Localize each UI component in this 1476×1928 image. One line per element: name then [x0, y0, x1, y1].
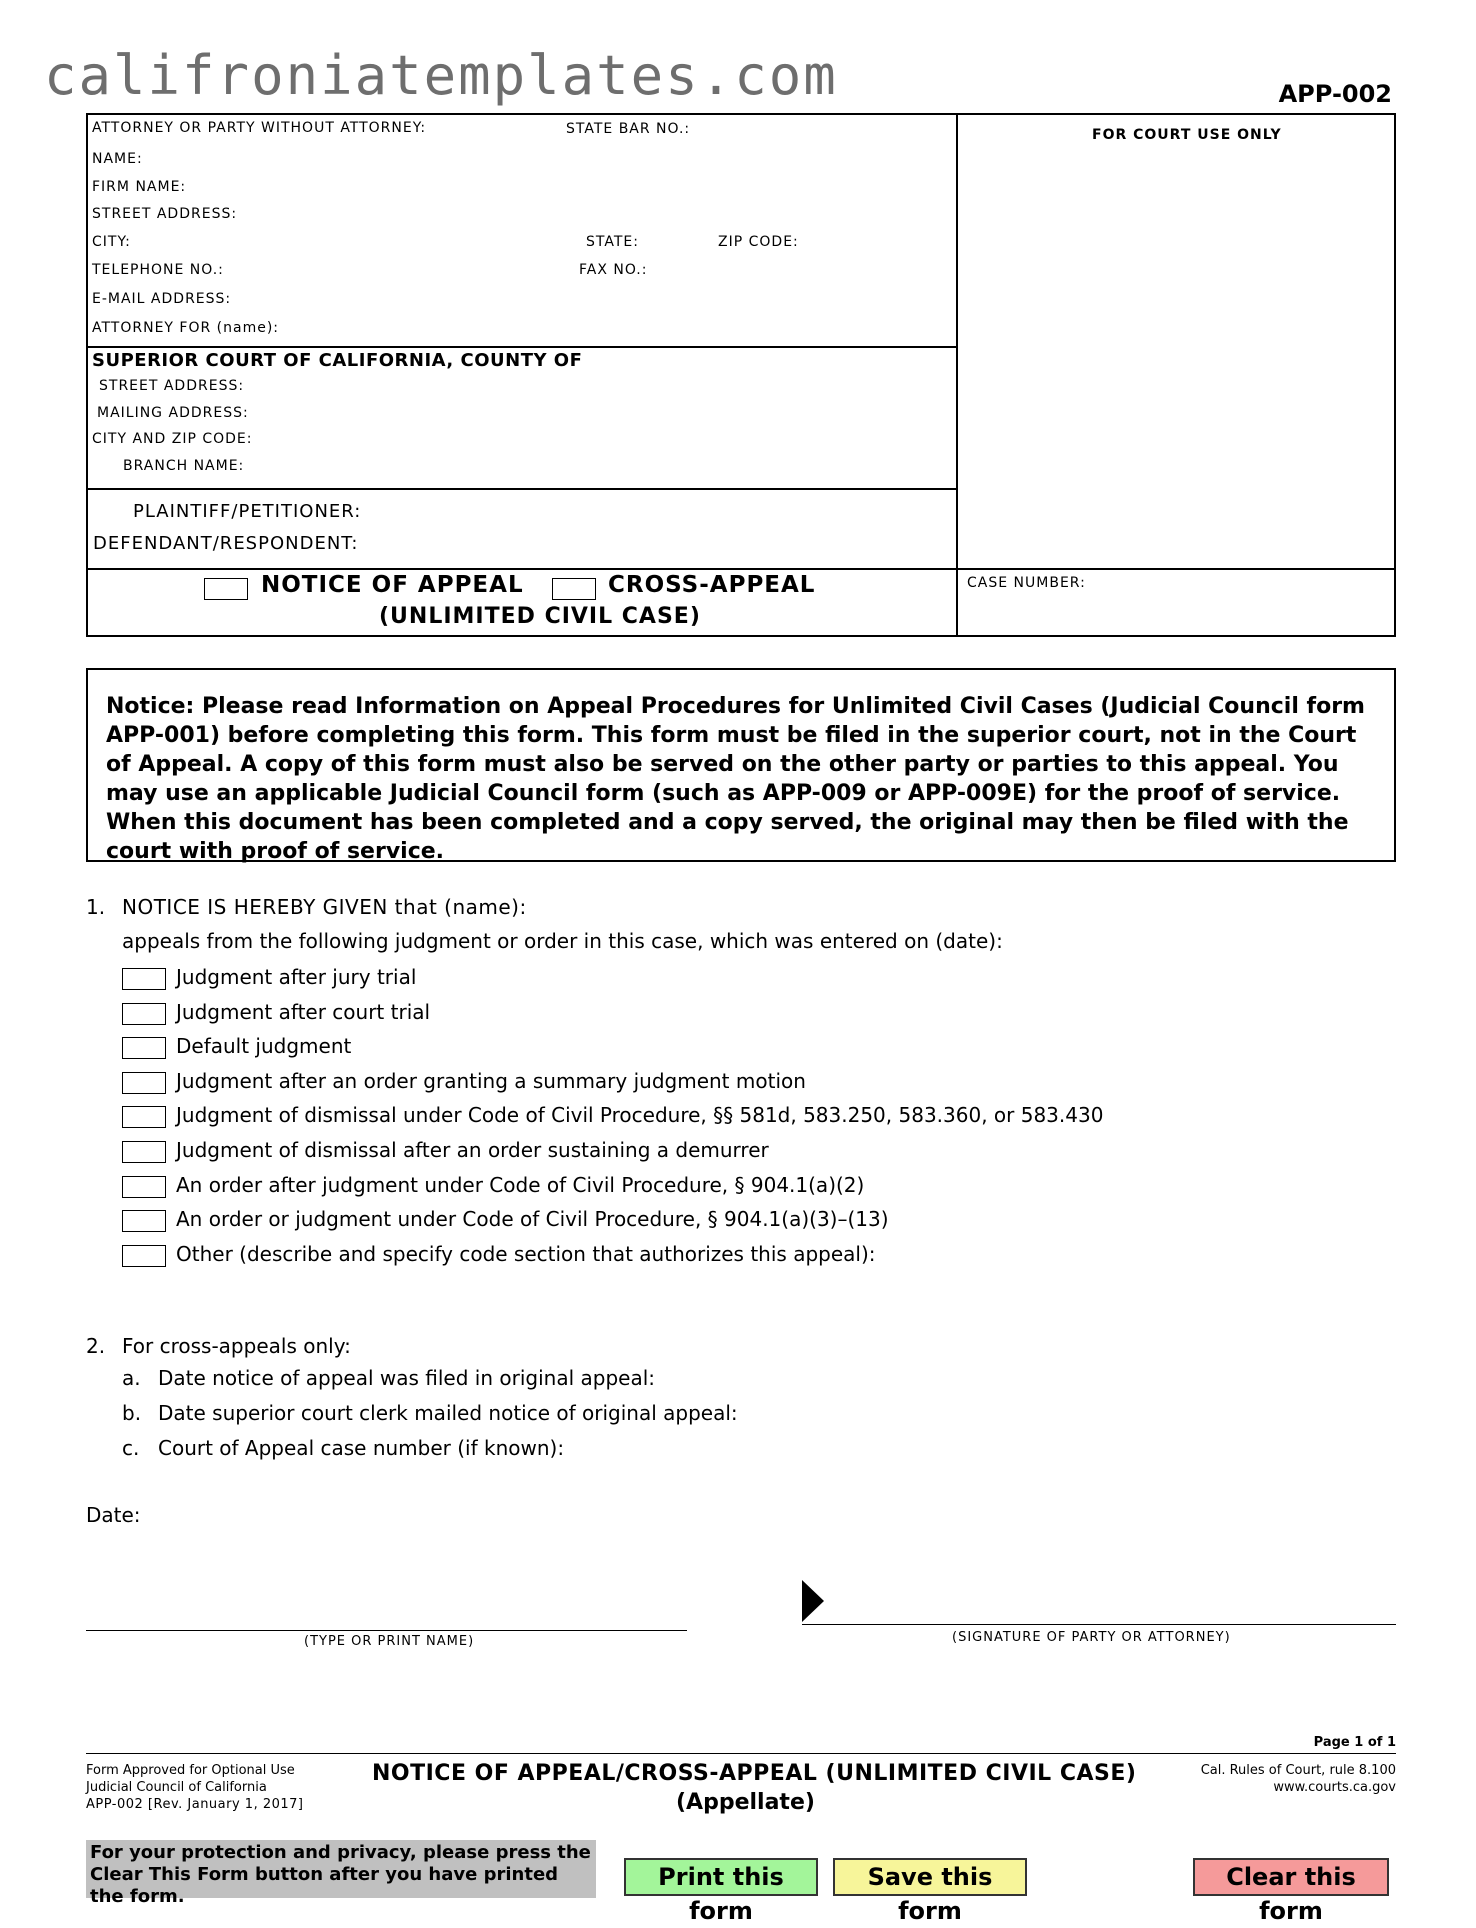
fax-label: FAX NO.:: [579, 262, 648, 278]
attorney-for-label: ATTORNEY FOR (name):: [92, 320, 280, 336]
city-label: CITY:: [92, 234, 131, 250]
judgment-option-label: An order or judgment under Code of Civil Procedure, § 904.1(a)(3)–(13): [176, 1207, 889, 1231]
court-city-label: CITY AND ZIP CODE:: [92, 431, 253, 447]
notice-text: Notice: Please read Information on Appeal Procedures for Unlimited Civil Cases (Judicial Council form APP-001) before completing this form. This form must be filed in the superior court, not in the Court of Appeal. A copy of this form must also be served on the other party or parties to this appeal. You may use an applicable Judicial Council form (such as APP-009 or APP-009E) for the proof of service. When this document has been completed and a copy served, the original may then be filed with the court with proof of service.: [106, 694, 1365, 864]
section2-b-letter: b.: [122, 1401, 142, 1425]
judgment-option-label: Judgment after an order granting a summary judgment motion: [176, 1069, 806, 1093]
rules-line2: www.courts.ca.gov: [1273, 1780, 1396, 1795]
section2-a-text: Date notice of appeal was filed in original appeal:: [158, 1366, 655, 1390]
state-label: STATE:: [586, 234, 639, 250]
judgment-option-label: Judgment of dismissal after an order sustaining a demurrer: [176, 1138, 769, 1162]
attorney-label: ATTORNEY OR PARTY WITHOUT ATTORNEY:: [92, 120, 427, 136]
watermark: califroniatemplates.com: [44, 44, 838, 107]
footer-title: NOTICE OF APPEAL/CROSS-APPEAL (UNLIMITED CIVIL CASE): [372, 1761, 1137, 1786]
cross-appeal-checkbox[interactable]: [552, 578, 596, 600]
approved-line3: APP-002 [Rev. January 1, 2017]: [86, 1797, 304, 1812]
judgment-option-checkbox[interactable]: [122, 968, 166, 990]
judgment-option-checkbox[interactable]: [122, 1176, 166, 1198]
judgment-option-checkbox[interactable]: [122, 1106, 166, 1128]
plaintiff-label: PLAINTIFF/PETITIONER:: [133, 501, 362, 522]
name-label: NAME:: [92, 151, 143, 167]
approved-line1: Form Approved for Optional Use: [86, 1763, 295, 1778]
judgment-option-label: An order after judgment under Code of Civil Procedure, § 904.1(a)(2): [176, 1173, 865, 1197]
case-type-label: (UNLIMITED CIVIL CASE): [379, 604, 701, 629]
date-label: Date:: [86, 1503, 141, 1527]
court-party-divider: [86, 488, 956, 490]
attorney-court-divider: [86, 346, 956, 348]
judgment-option-checkbox[interactable]: [122, 1037, 166, 1059]
court-mailing-label: MAILING ADDRESS:: [97, 405, 249, 421]
judgment-option-label: Default judgment: [176, 1034, 352, 1058]
footer-subtitle: (Appellate): [676, 1790, 815, 1815]
footer-rule: [86, 1753, 1396, 1754]
court-title: SUPERIOR COURT OF CALIFORNIA, COUNTY OF: [92, 350, 583, 371]
page-label: Page 1 of 1: [1313, 1735, 1396, 1750]
clear-button[interactable]: Clear this form: [1193, 1858, 1389, 1896]
approved-line2: Judicial Council of California: [86, 1780, 267, 1795]
caption-box: [86, 113, 1396, 637]
judgment-option-checkbox[interactable]: [122, 1245, 166, 1267]
notice-of-appeal-label: NOTICE OF APPEAL: [261, 572, 524, 598]
caption-divider: [956, 113, 958, 637]
section2-title: For cross-appeals only:: [122, 1334, 351, 1358]
section1-number: 1.: [86, 895, 106, 919]
defendant-label: DEFENDANT/RESPONDENT:: [93, 533, 359, 554]
section2-number: 2.: [86, 1334, 106, 1358]
signature-arrow-icon: [802, 1580, 824, 1622]
notice-of-appeal-checkbox[interactable]: [204, 578, 248, 600]
print-button[interactable]: Print this form: [624, 1858, 818, 1896]
street-address-label: STREET ADDRESS:: [92, 206, 238, 222]
section2-c-letter: c.: [122, 1436, 140, 1460]
email-label: E-MAIL ADDRESS:: [92, 291, 232, 307]
court-use-label: FOR COURT USE ONLY: [1092, 127, 1282, 143]
judgment-option-label: Judgment of dismissal under Code of Civil Procedure, §§ 581d, 583.250, 583.360, or 583.430: [176, 1103, 1104, 1127]
appeals-from-label: appeals from the following judgment or order in this case, which was entered on (date):: [122, 929, 1003, 953]
judgment-option-label: Judgment after court trial: [176, 1000, 431, 1024]
notice-box: [86, 668, 1396, 862]
court-street-label: STREET ADDRESS:: [99, 378, 245, 394]
judgment-option-checkbox[interactable]: [122, 1003, 166, 1025]
judgment-option-checkbox[interactable]: [122, 1141, 166, 1163]
save-button[interactable]: Save this form: [833, 1858, 1027, 1896]
form-number: APP-002: [1278, 80, 1392, 108]
section2-b-text: Date superior court clerk mailed notice of original appeal:: [158, 1401, 738, 1425]
signature-line: [802, 1624, 1396, 1625]
judgment-option-label: Other (describe and specify code section that authorizes this appeal):: [176, 1242, 876, 1266]
firm-name-label: FIRM NAME:: [92, 179, 187, 195]
judgment-option-checkbox[interactable]: [122, 1072, 166, 1094]
rules-line1: Cal. Rules of Court, rule 8.100: [1200, 1763, 1396, 1778]
section2-c-text: Court of Appeal case number (if known):: [158, 1436, 565, 1460]
judgment-option-checkbox[interactable]: [122, 1210, 166, 1232]
type-name-label: (TYPE OR PRINT NAME): [304, 1634, 475, 1649]
case-number-label: CASE NUMBER:: [967, 575, 1086, 591]
privacy-notice: For your protection and privacy, please press the Clear This Form button after you have printed the form.: [86, 1840, 596, 1898]
notice-given-label: NOTICE IS HEREBY GIVEN that (name):: [122, 895, 527, 919]
section2-a-letter: a.: [122, 1366, 141, 1390]
party-title-divider: [86, 568, 1396, 570]
type-name-line: [86, 1630, 687, 1631]
telephone-label: TELEPHONE NO.:: [92, 262, 224, 278]
state-bar-label: STATE BAR NO.:: [566, 121, 691, 137]
zip-code-label: ZIP CODE:: [718, 234, 799, 250]
judgment-option-label: Judgment after jury trial: [176, 965, 417, 989]
court-branch-label: BRANCH NAME:: [123, 458, 245, 474]
cross-appeal-label: CROSS-APPEAL: [608, 572, 816, 598]
signature-label: (SIGNATURE OF PARTY OR ATTORNEY): [952, 1630, 1231, 1645]
